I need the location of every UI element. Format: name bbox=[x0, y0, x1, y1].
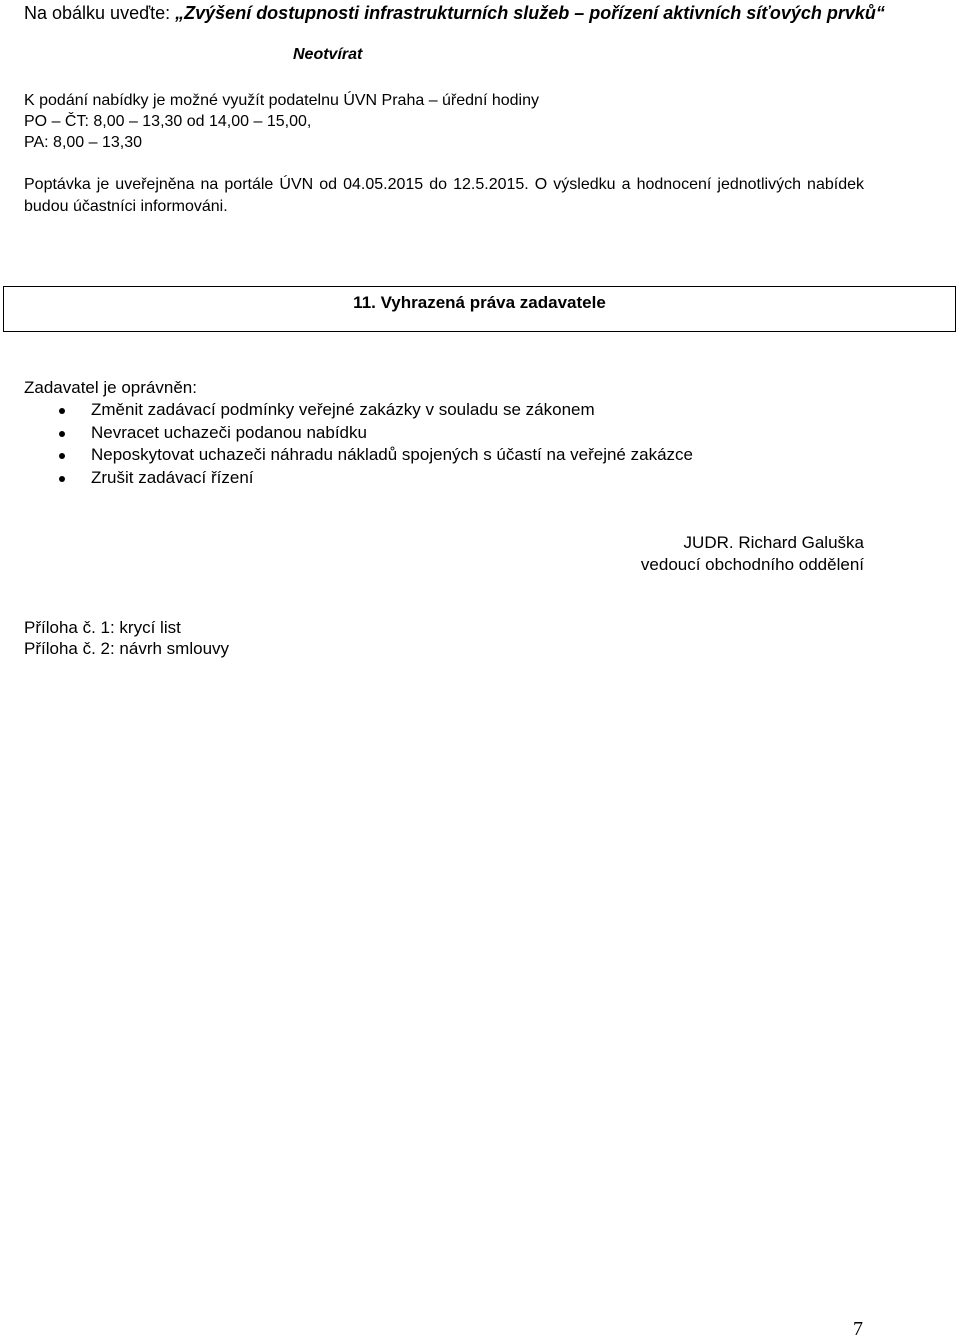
filing-line-2: PO – ČT: 8,00 – 13,30 od 14,00 – 15,00, bbox=[24, 113, 312, 130]
publication-notice: Poptávka je uveřejněna na portále ÚVN od 04.05.2015 do 12.5.2015. O výsledku a hodnocení jednotlivých nabídek budou účastníci informováni. bbox=[24, 176, 864, 215]
bullet-icon bbox=[59, 453, 65, 459]
page-number: 7 bbox=[853, 1318, 863, 1340]
envelope-instruction bbox=[24, 2, 924, 25]
signature-block bbox=[641, 532, 864, 576]
list-item-text: Zrušit zadávací řízení bbox=[91, 467, 254, 487]
filing-line-3: PA: 8,00 – 13,30 bbox=[24, 134, 143, 151]
bullet-icon bbox=[59, 476, 65, 482]
list-item bbox=[24, 399, 904, 422]
section-heading-box bbox=[3, 286, 956, 332]
rights-list bbox=[24, 399, 904, 489]
bullet-icon bbox=[59, 408, 65, 414]
list-item bbox=[24, 467, 904, 490]
signatory-position: vedoucí obchodního oddělení bbox=[640, 555, 864, 574]
list-item-text: Změnit zadávací podmínky veřejné zakázky v souladu se zákonem bbox=[91, 400, 595, 419]
list-item bbox=[24, 422, 904, 445]
envelope-prefix: Na obálku uveďte: bbox=[24, 3, 176, 23]
list-item-text: Nevracet uchazeči podanou nabídku bbox=[91, 422, 367, 442]
filing-office-hours bbox=[24, 90, 884, 153]
filing-line-1: K podání nabídky je možné využít podatelnu ÚVN Praha – úřední hodiny bbox=[24, 92, 539, 109]
section-heading: 11. Vyhrazená práva zadavatele bbox=[353, 293, 606, 312]
signatory-name: JUDR. Richard Galuška bbox=[683, 533, 864, 552]
attachment-item: Příloha č. 2: návrh smlouvy bbox=[24, 639, 230, 658]
list-item-text: Neposkytovat uchazeči náhradu nákladů spojených s účastí na veřejné zakázce bbox=[91, 445, 693, 464]
list-item bbox=[24, 444, 904, 467]
attachments-list bbox=[24, 617, 229, 659]
attachment-item: Příloha č. 1: krycí list bbox=[24, 618, 181, 637]
reserved-rights bbox=[24, 377, 904, 489]
rights-intro: Zadavatel je oprávněn: bbox=[24, 378, 197, 397]
tender-title: „Zvýšení dostupnosti infrastrukturních služeb – pořízení aktivních síťových prvků“ bbox=[175, 3, 885, 23]
do-not-open-label: Neotvírat bbox=[293, 46, 363, 63]
bullet-icon bbox=[59, 431, 65, 437]
